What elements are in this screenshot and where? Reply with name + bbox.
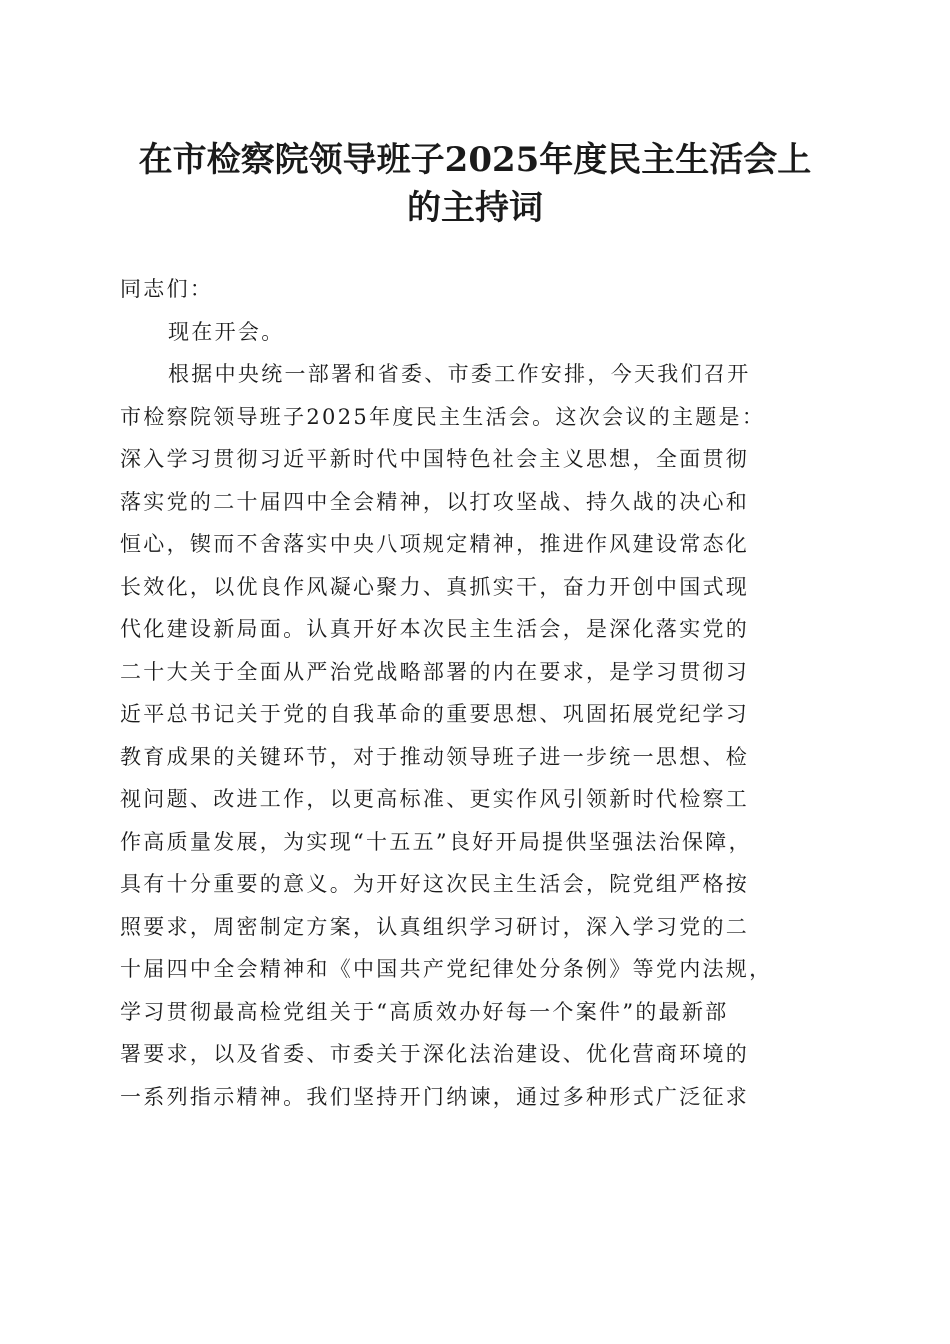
document-body [120, 268, 840, 1118]
title-line-1: 在市检察院领导班子2025年度民主生活会上 [138, 140, 812, 180]
paragraph-line: 落实党的二十届四中全会精神，以打攻坚战、持久战的决心和 [120, 489, 750, 514]
paragraph-line: 长效化，以优良作风凝心聚力、真抓实干，奋力开创中国式现 [120, 574, 750, 599]
paragraph-line: 一系列指示精神。我们坚持开门纳谏，通过多种形式广泛征求 [120, 1084, 750, 1109]
paragraph-line: 近平总书记关于党的自我革命的重要思想、巩固拓展党纪学习 [120, 702, 750, 726]
paragraph-line: 市检察院领导班子2025年度民主生活会。这次会议的主题是： [120, 404, 766, 429]
salutation: 同志们： [120, 277, 214, 301]
paragraph-line: 学习贯彻最高检党组关于“高质效办好每一个案件”的最新部 [120, 999, 729, 1024]
paragraph-line: 深入学习贯彻习近平新时代中国特色社会主义思想，全面贯彻 [120, 447, 750, 471]
document-title [95, 136, 855, 232]
paragraph-line: 署要求，以及省委、市委关于深化法治建设、优化营商环境的 [120, 1042, 750, 1066]
paragraph-line: 恒心，锲而不舍落实中央八项规定精神，推进作风建设常态化 [120, 532, 750, 556]
paragraph-line: 十届四中全会精神和《中国共产党纪律处分条例》等党内法规， [120, 957, 773, 981]
paragraph-line: 具有十分重要的意义。为开好这次民主生活会，院党组严格按 [120, 872, 750, 896]
title-line-2: 的主持词 [407, 188, 543, 228]
paragraph-line: 照要求，周密制定方案，认真组织学习研讨，深入学习党的二 [120, 914, 750, 939]
paragraph-line: 作高质量发展，为实现“十五五”良好开局提供坚强法治保障， [120, 829, 752, 854]
opening-line: 现在开会。 [168, 319, 285, 344]
paragraph-line: 代化建设新局面。认真开好本次民主生活会，是深化落实党的 [120, 617, 750, 641]
paragraph-line: 二十大关于全面从严治党战略部署的内在要求，是学习贯彻习 [120, 659, 750, 684]
paragraph-line: 根据中央统一部署和省委、市委工作安排，今天我们召开 [168, 362, 751, 386]
paragraph-line: 视问题、改进工作，以更高标准、更实作风引领新时代检察工 [120, 787, 750, 811]
paragraph-line: 教育成果的关键环节，对于推动领导班子进一步统一思想、检 [120, 744, 750, 769]
